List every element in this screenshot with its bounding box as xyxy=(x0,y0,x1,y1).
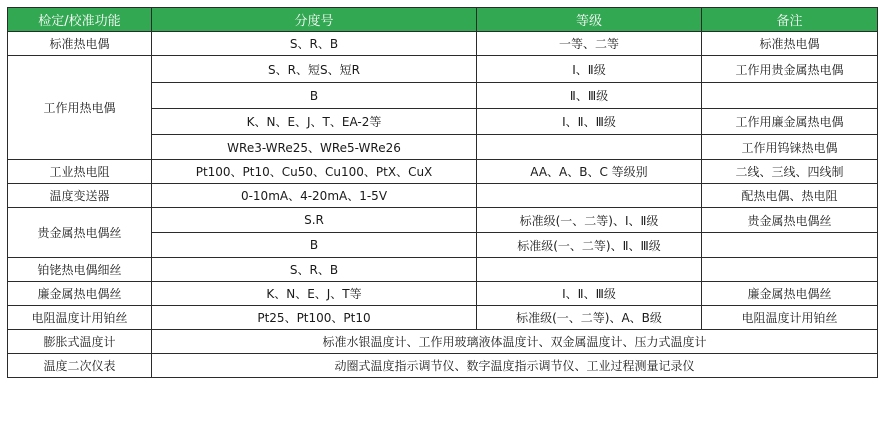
row-grade: Ⅰ、Ⅱ、Ⅲ级 xyxy=(477,282,702,306)
table-row xyxy=(8,282,878,306)
header-grade: 等级 xyxy=(477,8,702,32)
row-function: 工作用热电偶 xyxy=(8,56,152,160)
table-row xyxy=(8,208,878,233)
table-row xyxy=(8,32,878,56)
row-grade: Ⅰ、Ⅱ级 xyxy=(477,56,702,83)
row-grade: Ⅱ、Ⅲ级 xyxy=(477,83,702,109)
table-row xyxy=(8,258,878,282)
row-index: S.R xyxy=(152,208,477,233)
row-merged-description: 动圈式温度指示调节仪、数字温度指示调节仪、工业过程测量记录仪 xyxy=(152,354,878,378)
row-grade: 标准级(一、二等)、A、B级 xyxy=(477,306,702,330)
table-row xyxy=(8,56,878,83)
table-row xyxy=(8,160,878,184)
row-remark xyxy=(702,258,878,282)
row-grade: 标准级(一、二等)、Ⅰ、Ⅱ级 xyxy=(477,208,702,233)
calibration-capability-table xyxy=(7,7,878,378)
row-remark: 廉金属热电偶丝 xyxy=(702,282,878,306)
row-remark: 标准热电偶 xyxy=(702,32,878,56)
row-grade: AA、A、B、C 等级别 xyxy=(477,160,702,184)
row-grade xyxy=(477,135,702,160)
row-index: B xyxy=(152,233,477,258)
row-remark: 配热电偶、热电阻 xyxy=(702,184,878,208)
row-remark: 贵金属热电偶丝 xyxy=(702,208,878,233)
row-index: S、R、B xyxy=(152,32,477,56)
table-row xyxy=(8,330,878,354)
header-function: 检定/校准功能 xyxy=(8,8,152,32)
row-function: 工业热电阻 xyxy=(8,160,152,184)
row-grade: 一等、二等 xyxy=(477,32,702,56)
row-function: 温度二次仪表 xyxy=(8,354,152,378)
header-row xyxy=(8,8,878,32)
row-remark: 工作用贵金属热电偶 xyxy=(702,56,878,83)
row-function: 标准热电偶 xyxy=(8,32,152,56)
row-index: S、R、短S、短R xyxy=(152,56,477,83)
row-remark: 二线、三线、四线制 xyxy=(702,160,878,184)
row-index: Pt25、Pt100、Pt10 xyxy=(152,306,477,330)
row-merged-description: 标准水银温度计、工作用玻璃液体温度计、双金属温度计、压力式温度计 xyxy=(152,330,878,354)
row-grade: 标准级(一、二等)、Ⅱ、Ⅲ级 xyxy=(477,233,702,258)
row-function: 温度变送器 xyxy=(8,184,152,208)
row-index: Pt100、Pt10、Cu50、Cu100、PtX、CuX xyxy=(152,160,477,184)
table-header xyxy=(8,8,878,32)
row-index: B xyxy=(152,83,477,109)
row-function: 廉金属热电偶丝 xyxy=(8,282,152,306)
row-index: WRe3-WRe25、WRe5-WRe26 xyxy=(152,135,477,160)
row-index: K、N、E、J、T等 xyxy=(152,282,477,306)
row-remark: 工作用廉金属热电偶 xyxy=(702,109,878,135)
row-function: 电阻温度计用铂丝 xyxy=(8,306,152,330)
row-remark: 工作用钨铼热电偶 xyxy=(702,135,878,160)
row-grade xyxy=(477,184,702,208)
table-row xyxy=(8,354,878,378)
row-index: S、R、B xyxy=(152,258,477,282)
row-remark xyxy=(702,83,878,109)
table-body xyxy=(8,32,878,378)
row-grade: Ⅰ、Ⅱ、Ⅲ级 xyxy=(477,109,702,135)
row-index: K、N、E、J、T、EA-2等 xyxy=(152,109,477,135)
header-remark: 备注 xyxy=(702,8,878,32)
header-index: 分度号 xyxy=(152,8,477,32)
row-function: 贵金属热电偶丝 xyxy=(8,208,152,258)
table-row xyxy=(8,184,878,208)
row-remark xyxy=(702,233,878,258)
row-function: 膨胀式温度计 xyxy=(8,330,152,354)
row-function: 铂铑热电偶细丝 xyxy=(8,258,152,282)
row-grade xyxy=(477,258,702,282)
table-row xyxy=(8,306,878,330)
row-remark: 电阻温度计用铂丝 xyxy=(702,306,878,330)
row-index: 0-10mA、4-20mA、1-5V xyxy=(152,184,477,208)
